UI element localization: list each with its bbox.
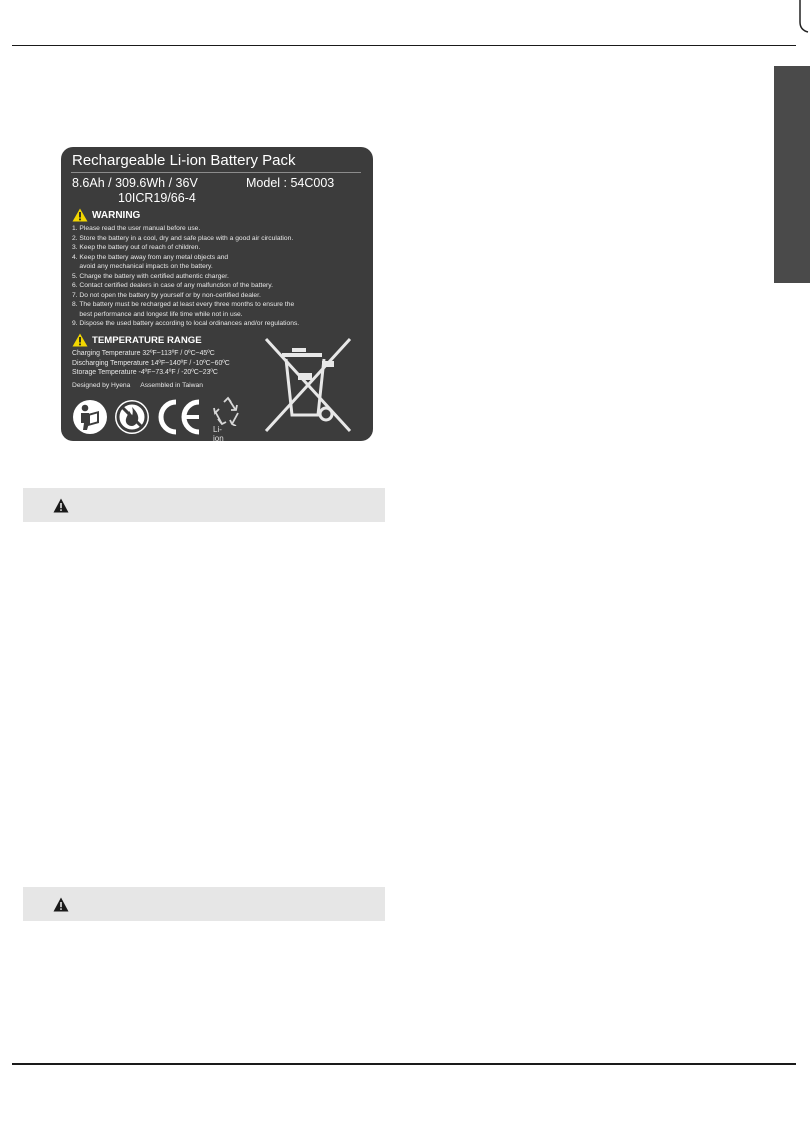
li-ion-recycle-text: Li-ion [213,425,224,441]
header-rule [12,45,796,46]
warning-item: best performance and longest life time while not in use. [72,310,243,318]
crossed-bin-icon [262,335,354,435]
battery-capacity: 8.6Ah / 309.6Wh / 36V [72,176,198,190]
ce-mark-icon [156,399,204,435]
temperature-list [72,349,230,378]
warning-item: 2. Store the battery in a cool, dry and safe place with a good air circulation. [72,234,294,242]
warning-item: 7. Do not open the battery by yourself or by non-certified dealer. [72,291,261,299]
recycle-icon [211,396,245,426]
discharging-temperature: Discharging Temperature 14ºF~140ºF / -10ºC~60ºC [72,359,230,367]
warning-item: 9. Dispose the used battery according to local ordinances and/or regulations. [72,320,300,328]
warning-item: 4. Keep the battery away from any metal objects and [72,253,229,261]
label-title: Rechargeable Li-ion Battery Pack [72,152,296,169]
warning-notice-bar [23,887,385,921]
read-manual-icon [72,399,108,435]
warning-item: avoid any mechanical impacts on the battery. [72,263,213,271]
warning-icon [72,208,88,222]
warning-icon [72,333,88,347]
warning-item: 5. Charge the battery with certified authentic charger. [72,272,229,280]
battery-label [61,147,373,441]
designed-by: Designed by Hyena [72,382,131,389]
warning-item: 1. Please read the user manual before use. [72,225,201,232]
storage-temperature: Storage Temperature -4ºF~73.4ºF / -20ºC~23ºC [72,369,218,377]
battery-model: Model : 54C003 [246,176,335,190]
warning-item: 6. Contact certified dealers in case of any malfunction of the battery. [72,282,273,290]
warning-item: 8. The battery must be recharged at least every three months to ensure the [72,301,295,309]
warning-list [72,224,299,329]
label-divider [71,172,361,173]
warning-icon [53,498,69,513]
warning-heading [72,208,140,222]
crop-mark [798,0,810,34]
temperature-heading [72,333,202,347]
assembled-in: Assembled in Taiwan [140,382,203,389]
warning-item: 3. Keep the battery out of reach of children. [72,244,201,252]
warning-heading-text: WARNING [92,209,141,221]
footer-rule [12,1063,796,1065]
temperature-heading-text: TEMPERATURE RANGE [92,334,202,346]
label-credits [72,382,203,389]
no-fire-icon [114,399,150,435]
warning-notice-bar [23,488,385,522]
section-tab [774,66,810,283]
charging-temperature: Charging Temperature 32ºF~113ºF / 0ºC~45ºC [72,350,215,357]
warning-icon [53,897,69,912]
cell-configuration: 10ICR19/66-4 [118,191,196,205]
